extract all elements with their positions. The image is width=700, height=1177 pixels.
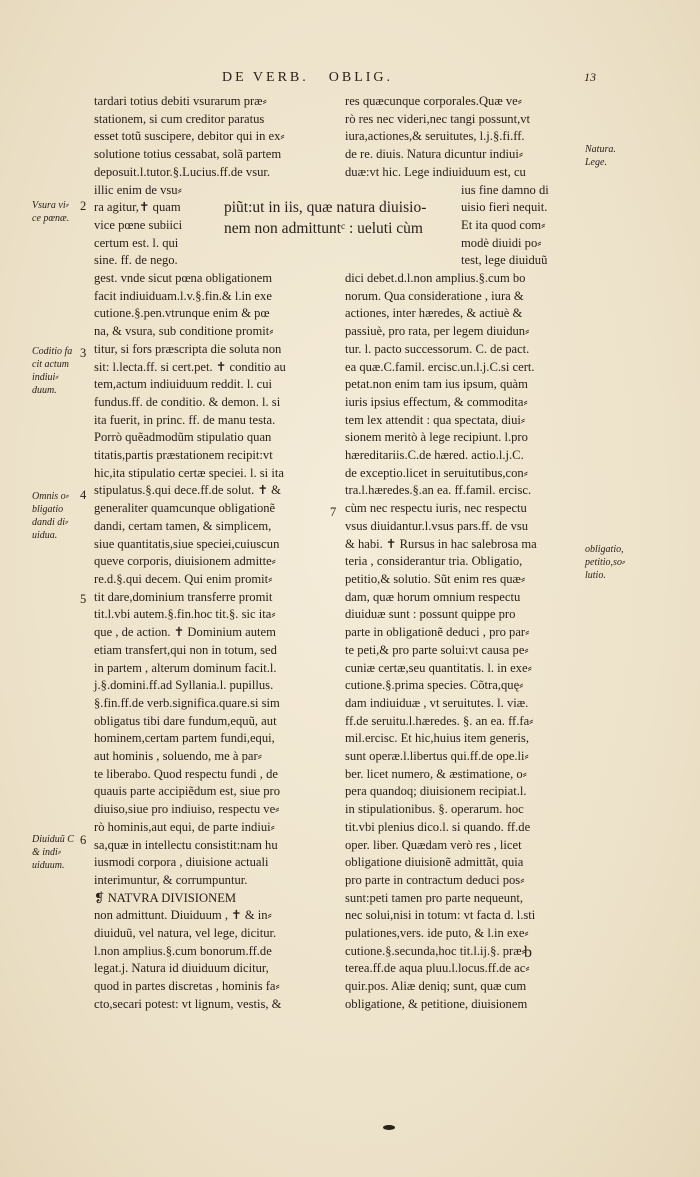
text-line: cutione.§.prima species. Cõtra,quę⸗ — [345, 678, 524, 693]
text-line: in partem , alterum dominum facit.l. — [94, 660, 277, 675]
text-line: queve corporis, diuisionem admitte⸗ — [94, 554, 276, 569]
text-line: sit: l.lecta.ff. si cert.pet. ✝ conditio au — [94, 359, 286, 374]
folio-number: 13 — [584, 70, 596, 84]
margin-note-line: ce pœnæ. — [32, 213, 70, 224]
running-head-b: OBLIG. — [328, 70, 394, 85]
text-line: generaliter quamcunque obligationẽ — [94, 501, 276, 516]
text-line: te peti,& pro parte solui:vt causa pe⸗ — [345, 642, 529, 657]
text-line: iuris ipsius effectum, & commodita⸗ — [345, 394, 528, 409]
text-line: fundus.ff. de conditio. & demon. l. si — [94, 394, 281, 409]
text-line: quauis parte accipiẽdum est, siue pro — [94, 784, 281, 799]
text-line: titur, si fors præscripta die soluta non — [94, 341, 282, 356]
text-line: ita fuerit, in princ. ff. de manu testa. — [94, 412, 276, 427]
text-line: sa,quæ in intellectu consistit:nam hu — [94, 837, 278, 852]
text-line: siue quantitatis,siue speciei,cuiuscun — [94, 536, 280, 551]
margin-note-line: bligatio — [32, 504, 64, 515]
margin-note-line: lutio. — [585, 570, 606, 581]
text-line: tit.l.vbi autem.§.fin.hoc tit.§. sic ita⸗ — [94, 607, 276, 622]
text-line: ius fine damno di — [461, 182, 549, 197]
text-line: petitio,& solutio. Sũt enim res quæ⸗ — [345, 571, 526, 586]
text-line: esset totũ suscipere, debitor qui in ex⸗ — [94, 129, 285, 144]
margin-note — [32, 345, 72, 397]
text-line: non admittunt. Diuiduum , ✝ & in⸗ — [94, 908, 272, 923]
text-line: res quæcunque corporales.Quæ ve⸗ — [345, 94, 522, 108]
text-line: uisio fieri nequit. — [461, 200, 548, 215]
text-line: parte in obligationẽ deduci , pro par⸗ — [345, 625, 530, 640]
note-number: 5 — [80, 592, 87, 606]
text-line: tur. l. pacto successorum. C. de pact. — [345, 341, 530, 356]
text-line: cutione.§.secunda,hoc tit.l.ij.§. præ⸗ — [345, 943, 526, 958]
text-line: obligatus tibi dare fundum,equũ, aut — [94, 713, 277, 728]
text-line: stipulatus.§.qui dece.ff.de solut. ✝ & — [94, 483, 281, 498]
text-line: pro parte in contractum deduci pos⸗ — [345, 872, 525, 887]
text-line: j.§.domini.ff.ad Syllania.l. pupillus. — [94, 678, 274, 693]
margin-note — [585, 143, 616, 169]
text-line: Et ita quod com⸗ — [461, 217, 546, 232]
text-line: sunt operæ.l.libertus qui.ff.de ope.li⸗ — [345, 749, 529, 764]
text-line: ea quæ.C.famil. ercisc.un.l.j.C.si cert. — [345, 359, 535, 374]
text-line: sine. ff. de nego. — [94, 253, 178, 268]
text-line: tem lex attendit : qua spectata, diui⸗ — [345, 412, 526, 427]
margin-note — [585, 543, 625, 582]
margin-note-line: Diuiduũ C — [32, 834, 74, 845]
text-line: hominem,certam partem fundi,equi, — [94, 731, 275, 746]
inset-text — [224, 197, 426, 239]
text-line: tem,actum indiuiduum reddit. l. cui — [94, 377, 273, 392]
text-line: obligatione, & petitione, diuisionem — [345, 996, 528, 1011]
text-line: test, lege diuiduũ — [461, 253, 548, 268]
text-line: passiuè, pro rata, per legem diuidun⸗ — [345, 324, 530, 339]
text-line: duæ:vt hic. Lege indiuiduum est, cu — [345, 164, 526, 179]
text-line: oper. liber. Quædam verò res , licet — [345, 837, 522, 852]
text-line: diuiduæ sunt : possunt quippe pro — [345, 607, 516, 622]
text-line: diuiduũ, vel natura, vel lege, dicitur. — [94, 926, 277, 941]
text-line: rò hominis,aut equi, de parte indiui⸗ — [94, 819, 275, 834]
margin-note-line: Vsura vi⸗ — [32, 200, 69, 211]
text-line: na, & vsura, sub conditione promit⸗ — [94, 324, 274, 339]
margin-note-line: indiui⸗ — [32, 372, 59, 383]
text-line: quir.pos. Aliæ deniq; sunt, quæ cum — [345, 979, 527, 994]
text-line: ra agitur,✝ quam — [94, 200, 181, 215]
text-line: interimuntur, & corrumpuntur. — [94, 872, 248, 887]
text-line: §.fin.ff.de verb.significa.quare.si sim — [94, 695, 280, 710]
text-line: sionem meritò à lege recipiunt. l.pro — [345, 430, 528, 445]
text-line: cutione.§.pen.vtrunque enim & pœ — [94, 306, 270, 321]
text-line: ff.de seruitu.l.hæredes. §. an ea. ff.fa⸗ — [345, 713, 534, 728]
text-line: certum est. l. qui — [94, 235, 179, 250]
text-line: deposuit.l.tutor.§.Lucius.ff.de vsur. — [94, 164, 271, 179]
signature-mark: b — [524, 944, 532, 961]
text-line: dam, quæ horum omnium respectu — [345, 589, 521, 604]
margin-note-line: Natura. — [585, 144, 616, 155]
text-line: cuniæ certæ,seu quantitatis. l. in exe⸗ — [345, 660, 532, 675]
text-line: facit indiuiduam.l.v.§.fin.& l.in exe — [94, 288, 272, 303]
running-head-a: DE VERB. — [222, 70, 309, 85]
text-line: nec solui,nisi in totum: vt facta d. l.sti — [345, 908, 536, 923]
center-note-number: 7 — [330, 505, 337, 519]
text-line: tit.vbi plenius dico.l. si quando. ff.de — [345, 819, 531, 834]
margin-note — [32, 833, 74, 872]
text-line: pulationes,vers. ide puto, & l.in exe⸗ — [345, 926, 529, 941]
text-line: dici debet.d.l.non amplius.§.cum bo — [345, 271, 526, 286]
text-line: tra.l.hæredes.§.an ea. ff.famil. ercisc. — [345, 483, 532, 498]
text-line: obligatione diuisionẽ admittãt, quia — [345, 855, 524, 870]
text-line: legat.j. Natura id diuiduum dicitur, — [94, 961, 269, 976]
text-line: hic,ita stipulatio certæ speciei. l. si ita — [94, 465, 284, 480]
text-line: illic enim de vsu⸗ — [94, 182, 182, 197]
text-line: iura,actiones,& seruitutes, l.j.§.fi.ff. — [345, 129, 525, 144]
text-line: pera quandoq; diuisionem recipiat.l. — [345, 784, 527, 799]
text-line: vice pœne subiici — [94, 217, 183, 232]
inset-line: nem non admittuntᶜ : ueluti cùm — [224, 220, 423, 237]
text-line: stationem, si cum creditor paratus — [94, 111, 265, 126]
text-line: titatis,partis præstationem recipit:vt — [94, 448, 273, 463]
text-line: de re. diuis. Natura dicuntur indiui⸗ — [345, 147, 524, 162]
text-line: in stipulationibus. §. operarum. hoc — [345, 802, 524, 817]
text-line: terea.ff.de aqua pluu.l.locus.ff.de ac⸗ — [345, 961, 530, 976]
text-line: re.d.§.qui decem. Qui enim promit⸗ — [94, 571, 273, 586]
running-head — [222, 70, 393, 86]
ornament — [383, 1125, 395, 1130]
text-line: petat.non enim tam ius ipsum, quàm — [345, 377, 528, 392]
text-line: modè diuidi po⸗ — [461, 235, 542, 250]
text-line: & habi. ✝ Rursus in hac salebrosa ma — [345, 536, 537, 551]
margin-note-line: Lege. — [585, 157, 607, 168]
margin-note-line: cit actum — [32, 359, 69, 370]
margin-note-line: petitio,so⸗ — [585, 557, 626, 568]
text-line: ber. licet numero, & æstimatione, o⸗ — [345, 766, 527, 781]
text-line: sunt:peti tamen pro parte nequeunt, — [345, 890, 524, 905]
margin-note-line: obligatio, — [585, 544, 624, 555]
text-line: actiones, inter hæredes, & actiuè & — [345, 306, 523, 321]
text-line: cùm nec respectu iuris, nec respectu — [345, 501, 527, 516]
text-line: aut hominis , soluendo, me à par⸗ — [94, 749, 262, 764]
text-line: hæreditariis.C.de hæred. actio.l.j.C. — [345, 448, 524, 463]
margin-note — [32, 199, 69, 225]
text-line: dam indiuiduæ , vt seruitutes. l. viæ. — [345, 695, 529, 710]
text-line: mil.ercisc. Et hic,huius item generis, — [345, 731, 529, 746]
text-line: te liberabo. Quod respectu fundi , de — [94, 766, 278, 781]
text-line: dandi, certam tamen, & simplicem, — [94, 518, 272, 533]
note-number: 4 — [80, 488, 87, 502]
text-line: ❡ NATVRA DIVISIONEM — [94, 890, 237, 905]
text-line: norum. Qua consideratione , iura & — [345, 288, 524, 303]
text-line: solutione totius cessabat, solã partem — [94, 147, 282, 162]
margin-note-line: Omnis o⸗ — [32, 491, 69, 502]
text-line: de exceptio.licet in seruitutibus,con⸗ — [345, 465, 528, 480]
margin-note-line: Coditio fa — [32, 346, 73, 357]
text-line: tardari totius debiti vsurarum præ⸗ — [94, 94, 267, 108]
margin-note-line: dandi di⸗ — [32, 517, 69, 528]
text-line: vsus diuidantur.l.vsus pars.ff. de vsu — [345, 518, 529, 533]
note-number: 3 — [80, 346, 87, 360]
text-line: rò res nec videri,nec tangi possunt,vt — [345, 111, 531, 126]
text-line: quod in partes discretas , hominis fa⸗ — [94, 979, 280, 994]
margin-note-line: uidua. — [32, 530, 58, 541]
text-line: l.non amplius.§.cum bonorum.ff.de — [94, 943, 272, 958]
margin-note-line: uiduum. — [32, 860, 65, 871]
text-line: etiam transfert,qui non in totum, sed — [94, 642, 277, 657]
text-line: teria , considerantur tria. Obligatio, — [345, 554, 523, 569]
text-line: diuiso,siue pro indiuiso, respectu ve⸗ — [94, 802, 280, 817]
text-line: iusmodi corpora , diuisione actuali — [94, 855, 269, 870]
text-line: que , de action. ✝ Dominium autem — [94, 625, 276, 640]
note-number: 6 — [80, 833, 87, 847]
text-line: gest. vnde sicut pœna obligationem — [94, 271, 273, 286]
margin-note — [32, 490, 69, 542]
text-line: Porrò quẽadmodũm stipulatio quan — [94, 430, 272, 445]
inset-line: piũt:ut in iis, quæ natura diuisio- — [224, 199, 427, 216]
margin-note-line: duum. — [32, 385, 57, 396]
text-line: cto,secari potest: vt lignum, vestis, & — [94, 996, 282, 1011]
note-number: 2 — [80, 199, 87, 213]
margin-note-line: & indi⸗ — [32, 847, 62, 858]
text-line: tit dare,dominium transferre promit — [94, 589, 273, 604]
